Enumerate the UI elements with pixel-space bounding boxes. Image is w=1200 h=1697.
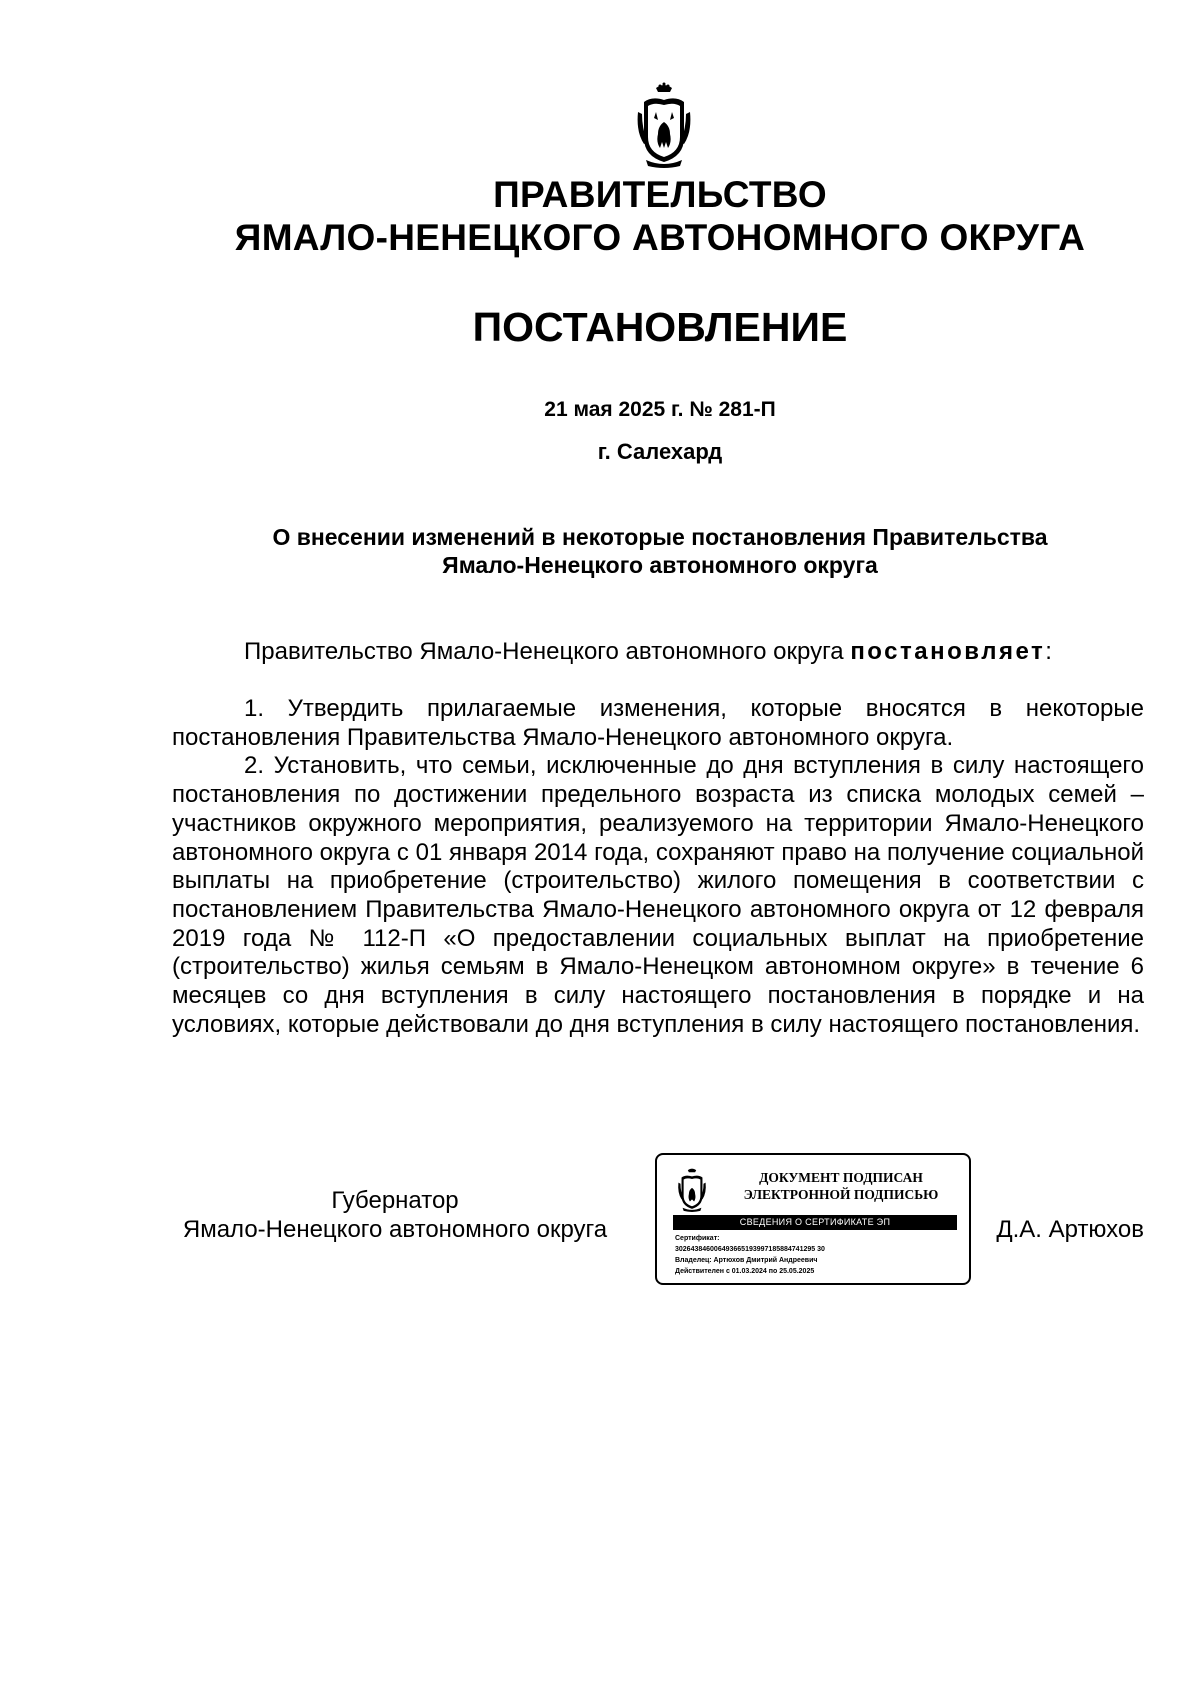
point-1: 1. Утвердить прилагаемые изменения, которые вносятся в некоторые постановления Правительства Ямало-Ненецкого автономного округа. — [172, 695, 1144, 751]
preamble-end: : — [1045, 638, 1052, 665]
subject-line1: О внесении изменений в некоторые постановления Правительства — [272, 524, 1048, 550]
organization-name-line1: ПРАВИТЕЛЬСТВО — [493, 174, 827, 215]
subject-line2: Ямало-Ненецкого автономного округа — [442, 552, 878, 578]
signatory-name: Д.А. Артюхов — [996, 1216, 1144, 1243]
document-subject — [170, 523, 1150, 579]
stamp-certificate-number: 302643846006493665193997185884741295 30 — [675, 1246, 825, 1253]
stamp-emblem-icon — [675, 1167, 709, 1213]
e-signature-stamp — [655, 1153, 971, 1285]
stamp-owner: Владелец: Артюхов Дмитрий Андреевич — [675, 1257, 818, 1264]
stamp-title — [723, 1169, 959, 1203]
stamp-certificate-details — [675, 1233, 960, 1277]
signatory-position-line2: Ямало-Ненецкого автономного округа — [182, 1216, 608, 1243]
stamp-certificate-label: Сертификат: — [675, 1235, 720, 1242]
organization-name-line2: ЯМАЛО-НЕНЕЦКОГО АВТОНОМНОГО ОКРУГА — [234, 217, 1086, 258]
document-type: ПОСТАНОВЛЕНИЕ — [472, 304, 848, 350]
stamp-certificate-header: СВЕДЕНИЯ О СЕРТИФИКАТЕ ЭП — [673, 1215, 957, 1230]
preamble — [172, 638, 1144, 667]
preamble-emphasis: постановляет — [850, 638, 1046, 665]
preamble-text: Правительство Ямало-Ненецкого автономного округа — [244, 638, 851, 665]
signatory-position — [150, 1186, 640, 1244]
document-date-number: 21 мая 2025 г. № 281-П — [544, 398, 776, 421]
point-2: 2. Установить, что семьи, исключенные до дня вступления в силу настоящего постановления по достижении предельного возраста из списка молодых семей – участников окружного мероприятия, реализуемого на территории Ямало-Ненецкого автономного округа с 01 января 2014 года, сохраняют право на получение социальной выплаты на приобретение (строительство) жилого помещения в соответствии с постановлением Правительства Ямало-Ненецкого автономного округа от 12 февраля 2019 года № 112-П «О предоставлении социальных выплат на приобретение (строительство) жилья семьям в Ямало-Ненецком автономном округе» в течение 6 месяцев со дня вступления в силу настоящего постановления в порядке и на условиях, которые действовали до дня вступления в силу настоящего постановления. — [172, 752, 1144, 1038]
signatory-position-line1: Губернатор — [331, 1187, 459, 1214]
coat-of-arms-icon — [634, 82, 694, 170]
document-points — [172, 695, 1144, 1039]
stamp-title-line2: ЭЛЕКТРОННОЙ ПОДПИСЬЮ — [743, 1187, 939, 1202]
stamp-title-line1: ДОКУМЕНТ ПОДПИСАН — [759, 1170, 923, 1185]
document-city: г. Салехард — [597, 439, 723, 464]
stamp-validity: Действителен с 01.03.2024 по 25.05.2025 — [675, 1268, 815, 1275]
